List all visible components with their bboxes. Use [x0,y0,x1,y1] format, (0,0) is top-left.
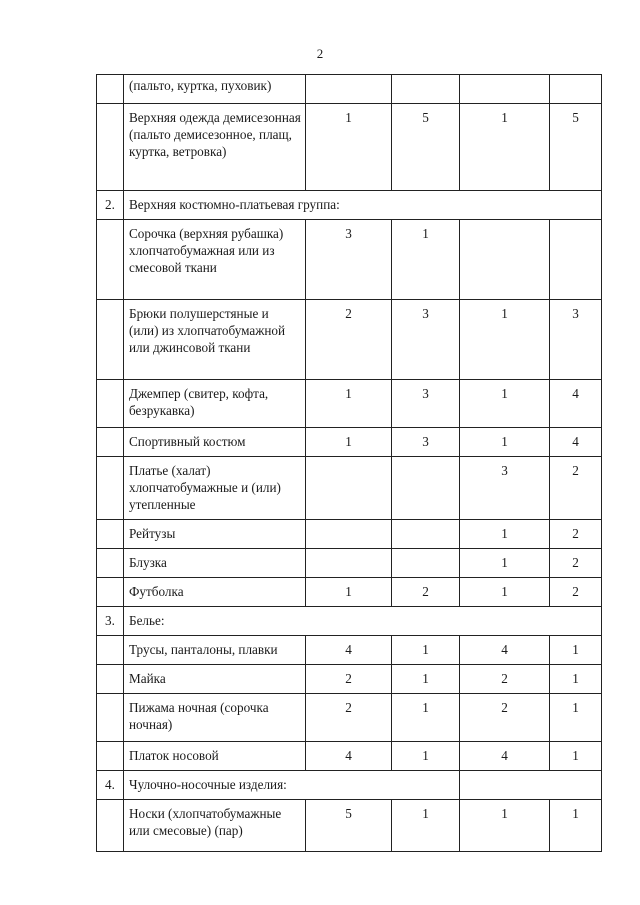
item-name: (пальто, куртка, пуховик) [124,75,306,104]
norm-value-col-3: 2 [460,665,550,694]
table-row [97,75,602,104]
norm-value-col-2: 1 [392,694,460,742]
norm-value-col-2: 2 [392,578,460,607]
norm-value-col-4: 1 [550,742,602,771]
norm-value-col-2 [392,520,460,549]
norm-value-col-2: 3 [392,428,460,457]
section-row [97,607,602,636]
norm-value-col-3: 3 [460,457,550,520]
norm-value-col-2 [392,457,460,520]
section-title: Белье: [124,607,602,636]
table-row [97,300,602,380]
norm-value-col-3: 4 [460,636,550,665]
row-number [97,428,124,457]
norm-value-col-3: 1 [460,520,550,549]
item-name: Носки (хлопчатобумажные или смесовые) (пар) [124,800,306,852]
row-number [97,220,124,300]
norm-value-col-4: 2 [550,578,602,607]
row-number [97,380,124,428]
norm-value-col-1: 2 [306,300,392,380]
norm-value-col-3 [460,75,550,104]
row-number [97,636,124,665]
section-number: 3. [97,607,124,636]
norm-value-col-4 [550,75,602,104]
norm-value-col-3: 1 [460,549,550,578]
section-number: 2. [97,191,124,220]
row-number [97,520,124,549]
norm-value-col-1: 4 [306,636,392,665]
norm-value-col-4: 2 [550,520,602,549]
norm-value-col-1 [306,457,392,520]
norm-value-col-2 [392,549,460,578]
row-number [97,742,124,771]
norm-value-col-1: 1 [306,104,392,191]
row-number [97,578,124,607]
norm-value-col-2: 1 [392,742,460,771]
table-row [97,104,602,191]
norm-value-col-1: 2 [306,694,392,742]
norm-value-col-1: 2 [306,665,392,694]
table-row [97,520,602,549]
table-row [97,380,602,428]
item-name: Брюки полушерстяные и (или) из хлопчатобумажной или джинсовой ткани [124,300,306,380]
item-name: Блузка [124,549,306,578]
item-name: Платье (халат) хлопчатобумажные и (или) утепленные [124,457,306,520]
table-body [97,75,602,852]
norm-value-col-4: 1 [550,665,602,694]
row-number [97,104,124,191]
row-number [97,694,124,742]
norm-value-col-4: 4 [550,428,602,457]
item-name: Пижама ночная (сорочка ночная) [124,694,306,742]
norm-value-col-4: 4 [550,380,602,428]
norm-value-col-1: 3 [306,220,392,300]
norm-value-col-2: 3 [392,380,460,428]
table-row [97,800,602,852]
norm-value-col-4: 3 [550,300,602,380]
section-title: Чулочно-носочные изделия: [124,771,460,800]
norm-value-col-3 [460,220,550,300]
item-name: Футболка [124,578,306,607]
norm-value-col-3: 1 [460,380,550,428]
norm-value-col-3: 1 [460,104,550,191]
norm-value-col-1: 5 [306,800,392,852]
norm-value-col-3: 1 [460,300,550,380]
norm-value-col-1: 4 [306,742,392,771]
norm-value-col-4: 1 [550,800,602,852]
row-number [97,800,124,852]
item-name: Платок носовой [124,742,306,771]
page-number: 2 [316,46,324,61]
table-row [97,694,602,742]
norm-value-col-2: 5 [392,104,460,191]
row-number [97,549,124,578]
table-row [97,549,602,578]
section-number: 4. [97,771,124,800]
norm-value-col-4: 5 [550,104,602,191]
norm-value-col-4: 1 [550,636,602,665]
norm-value-col-3: 1 [460,578,550,607]
norm-value-col-1 [306,520,392,549]
norm-value-col-2: 1 [392,636,460,665]
table-row [97,742,602,771]
norm-value-col-4: 2 [550,457,602,520]
row-number [97,75,124,104]
norm-value-col-1 [306,549,392,578]
item-name: Джемпер (свитер, кофта, безрукавка) [124,380,306,428]
norm-value-col-1: 1 [306,578,392,607]
item-name: Майка [124,665,306,694]
table-row [97,665,602,694]
norm-value-col-1 [306,75,392,104]
norm-value-col-4: 1 [550,694,602,742]
table-row [97,578,602,607]
norm-value-col-4 [550,220,602,300]
row-number [97,665,124,694]
row-number [97,300,124,380]
table-row [97,428,602,457]
section-title: Верхняя костюмно-платьевая группа: [124,191,602,220]
item-name: Верхняя одежда демисезонная (пальто демисезонное, плащ, куртка, ветровка) [124,104,306,191]
norm-value-col-1: 1 [306,380,392,428]
norm-value-col-2: 1 [392,665,460,694]
norm-value-col-4: 2 [550,549,602,578]
section-row [97,191,602,220]
norm-value-col-2: 1 [392,800,460,852]
norm-value-col-3: 2 [460,694,550,742]
item-name: Трусы, панталоны, плавки [124,636,306,665]
norm-value-col-2: 1 [392,220,460,300]
item-name: Спортивный костюм [124,428,306,457]
row-number [97,457,124,520]
norm-value-col-2 [392,75,460,104]
norm-value-col-3: 4 [460,742,550,771]
table-row [97,636,602,665]
item-name: Рейтузы [124,520,306,549]
item-name: Сорочка (верхняя рубашка) хлопчатобумажная или из смесовой ткани [124,220,306,300]
norm-value-col-2: 3 [392,300,460,380]
clothing-norms-table [96,74,602,852]
table-row [97,220,602,300]
norm-value-col-3: 1 [460,428,550,457]
section-empty-cell [460,771,602,800]
norm-value-col-3: 1 [460,800,550,852]
section-row [97,771,602,800]
table-row [97,457,602,520]
norm-value-col-1: 1 [306,428,392,457]
